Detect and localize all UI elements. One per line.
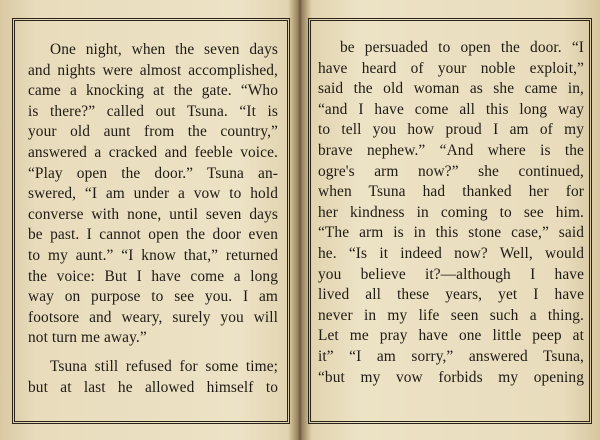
text-line: her kindness in coming to see him. bbox=[318, 203, 584, 221]
text-line: to tell you how proud I am of my bbox=[318, 121, 584, 139]
text-line: lived all these years, yet I have bbox=[318, 286, 584, 304]
right-page bbox=[302, 0, 600, 440]
text-line: came a knocking at the gate. “Who bbox=[28, 82, 278, 100]
text-line: One night, when the seven days bbox=[50, 41, 278, 58]
text-line: Tsuna still refused for some time; bbox=[50, 357, 278, 375]
text-line: and nights were almost accomplished, bbox=[28, 61, 278, 79]
text-line: “but my vow forbids my opening bbox=[318, 368, 584, 386]
text-line: be past. I cannot open the door even bbox=[28, 226, 278, 244]
text-line: never in my life seen such a thing. bbox=[318, 306, 584, 324]
text-line: not turn me away.” bbox=[28, 329, 147, 347]
text-line: you believe it?—although I have bbox=[318, 265, 584, 283]
text-line: answered a cracked and feeble voice. bbox=[28, 143, 278, 161]
text-line: is there?” called out Tsuna. “It is bbox=[28, 102, 278, 120]
text-line: he. “Is it indeed now? Well, would bbox=[318, 244, 584, 262]
text-line: “The arm is in this stone case,” said bbox=[318, 224, 584, 242]
text-line: it” “I am sorry,” answered Tsuna, bbox=[318, 347, 584, 365]
text-line: brave nephew.” “And where is the bbox=[318, 141, 584, 159]
text-line: your old aunt from the country,” bbox=[28, 123, 278, 141]
left-page bbox=[0, 0, 298, 440]
text-line: said the old woman as she came in, bbox=[318, 80, 584, 98]
text-line: Let me pray have one little peep at bbox=[318, 327, 584, 345]
paragraph-gap bbox=[28, 349, 278, 357]
text-line: converse with none, until seven days bbox=[28, 205, 278, 223]
text-line: ogre's arm now?” she continued, bbox=[318, 162, 584, 180]
text-line: footsore and weary, surely you will bbox=[28, 308, 278, 326]
text-line: when Tsuna had thanked her for bbox=[318, 183, 584, 201]
text-line: swered, “I am under a vow to hold bbox=[28, 185, 278, 203]
text-line: “Play open the door.” Tsuna an- bbox=[28, 164, 278, 182]
text-line: have heard of your noble exploit,” bbox=[318, 59, 584, 77]
left-page-text bbox=[28, 40, 278, 398]
text-line: “and I have come all this long way bbox=[318, 100, 584, 118]
text-line: way on purpose to see you. I am bbox=[28, 288, 278, 306]
text-line: the voice: But I have come a long bbox=[28, 267, 278, 285]
right-page-text bbox=[318, 38, 584, 388]
text-line: to my aunt.” “I know that,” returned bbox=[28, 246, 278, 264]
text-line: but at last he allowed himself to bbox=[28, 378, 278, 396]
text-line: be persuaded to open the door. “I bbox=[340, 39, 584, 56]
